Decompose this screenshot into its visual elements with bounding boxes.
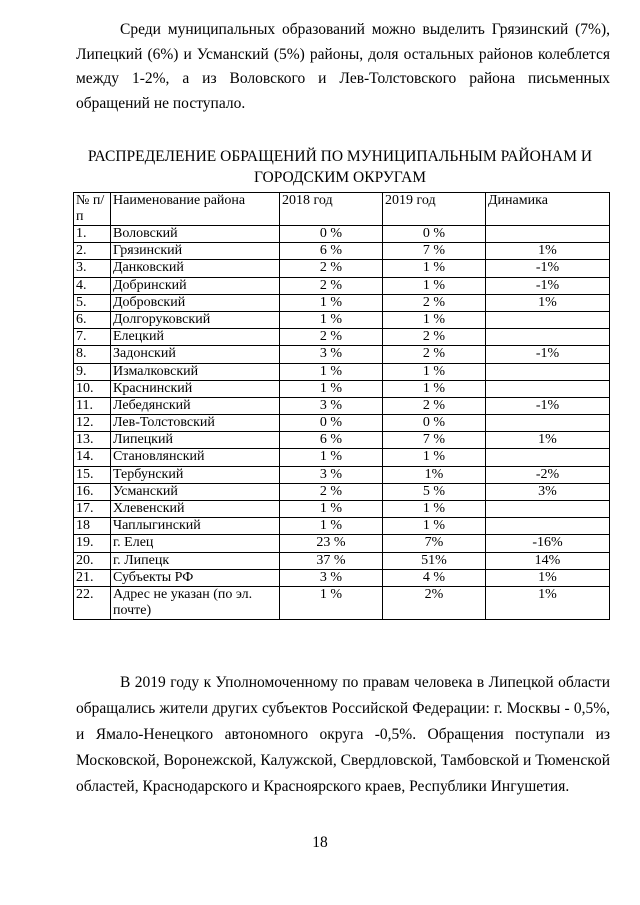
row-2019-value: 2 % <box>383 397 486 414</box>
row-num: 6. <box>74 311 111 328</box>
row-2018-value: 3 % <box>280 397 383 414</box>
header-num: № п/п <box>74 193 111 226</box>
row-dynamics-value: 14% <box>486 552 610 569</box>
table-row <box>74 535 610 552</box>
table-row <box>74 518 610 535</box>
row-2018-value: 1 % <box>280 501 383 518</box>
table-row <box>74 380 610 397</box>
table-row <box>74 311 610 328</box>
row-district-name: Добровский <box>111 294 280 311</box>
row-2018-value: 3 % <box>280 569 383 586</box>
table-row <box>74 569 610 586</box>
row-2018-value: 23 % <box>280 535 383 552</box>
closing-paragraph-text: В 2019 году к Уполномоченному по правам человека в Липецкой области обращались жители других субъектов Российской Федерации: г. Москвы - 0,5%, и Ямало-Ненецкого автономного округа -0,5%. Обращения поступали из Московской, Воронежской, Калужской, Свердловской, Тамбовской и Тюменской областей, Краснодарского и Красноярского краев, Республики Ингушетия. <box>76 674 610 795</box>
row-num: 14. <box>74 449 111 466</box>
row-district-name: Лев-Толстовский <box>111 415 280 432</box>
row-dynamics-value: -2% <box>486 466 610 483</box>
table-row <box>74 346 610 363</box>
row-2019-value: 1 % <box>383 260 486 277</box>
table-row <box>74 466 610 483</box>
table-row <box>74 329 610 346</box>
row-2019-value: 2 % <box>383 346 486 363</box>
row-2019-value: 0 % <box>383 226 486 243</box>
row-num: 19. <box>74 535 111 552</box>
row-2018-value: 6 % <box>280 432 383 449</box>
row-dynamics-value: -1% <box>486 277 610 294</box>
row-2018-value: 2 % <box>280 260 383 277</box>
row-num: 9. <box>74 363 111 380</box>
row-dynamics-value: -16% <box>486 535 610 552</box>
row-num: 15. <box>74 466 111 483</box>
row-district-name: г. Липецк <box>111 552 280 569</box>
row-2019-value: 1 % <box>383 363 486 380</box>
row-2018-value: 1 % <box>280 363 383 380</box>
table-row <box>74 243 610 260</box>
row-2019-value: 4 % <box>383 569 486 586</box>
row-district-name: Задонский <box>111 346 280 363</box>
row-num: 17. <box>74 501 111 518</box>
row-2019-value: 2 % <box>383 294 486 311</box>
row-num: 20. <box>74 552 111 569</box>
row-dynamics-value: 1% <box>486 432 610 449</box>
table-title: РАСПРЕДЕЛЕНИЕ ОБРАЩЕНИЙ ПО МУНИЦИПАЛЬНЫМ РАЙОНАМ И ГОРОДСКИМ ОКРУГАМ <box>87 148 593 186</box>
row-dynamics-value <box>486 501 610 518</box>
row-dynamics-value <box>486 329 610 346</box>
row-dynamics-value: 3% <box>486 483 610 500</box>
table-row <box>74 415 610 432</box>
row-2019-value: 1 % <box>383 277 486 294</box>
row-dynamics-value: -1% <box>486 397 610 414</box>
row-district-name: Адрес не указан (по эл. почте) <box>111 586 280 619</box>
row-dynamics-value <box>486 415 610 432</box>
table-row <box>74 294 610 311</box>
table-row <box>74 586 610 619</box>
row-2019-value: 5 % <box>383 483 486 500</box>
row-2018-value: 0 % <box>280 415 383 432</box>
table-header-row <box>74 193 610 226</box>
row-2019-value: 7 % <box>383 243 486 260</box>
header-dynamics: Динамика <box>486 193 610 226</box>
row-num: 7. <box>74 329 111 346</box>
row-num: 8. <box>74 346 111 363</box>
row-num: 16. <box>74 483 111 500</box>
row-district-name: Измалковский <box>111 363 280 380</box>
page-number: 18 <box>312 834 328 851</box>
table-body <box>74 226 610 620</box>
row-2019-value: 7% <box>383 535 486 552</box>
row-num: 4. <box>74 277 111 294</box>
districts-table <box>73 192 610 620</box>
row-district-name: Становлянский <box>111 449 280 466</box>
row-2018-value: 3 % <box>280 466 383 483</box>
row-dynamics-value <box>486 226 610 243</box>
row-2019-value: 1% <box>383 466 486 483</box>
row-2018-value: 1 % <box>280 294 383 311</box>
row-district-name: Воловский <box>111 226 280 243</box>
row-dynamics-value: -1% <box>486 346 610 363</box>
row-2018-value: 1 % <box>280 586 383 619</box>
row-num: 1. <box>74 226 111 243</box>
row-district-name: Усманский <box>111 483 280 500</box>
row-dynamics-value: -1% <box>486 260 610 277</box>
row-2019-value: 1 % <box>383 311 486 328</box>
header-name: Наименование района <box>111 193 280 226</box>
table-row <box>74 397 610 414</box>
row-2018-value: 1 % <box>280 380 383 397</box>
row-2018-value: 1 % <box>280 311 383 328</box>
row-2019-value: 1 % <box>383 380 486 397</box>
row-num: 10. <box>74 380 111 397</box>
row-dynamics-value <box>486 363 610 380</box>
row-dynamics-value <box>486 518 610 535</box>
table-row <box>74 449 610 466</box>
row-district-name: Субъекты РФ <box>111 569 280 586</box>
row-dynamics-value: 1% <box>486 569 610 586</box>
closing-paragraph <box>76 670 610 800</box>
intro-paragraph-text: Среди муниципальных образований можно выделить Грязинский (7%), Липецкий (6%) и Усманский (5%) районы, доля остальных районов колеблется между 1-2%, а из Воловского и Лев-Толстовского района письменных обращений не поступало. <box>76 21 610 112</box>
table-row <box>74 277 610 294</box>
row-district-name: Липецкий <box>111 432 280 449</box>
row-2019-value: 1 % <box>383 501 486 518</box>
row-dynamics-value <box>486 311 610 328</box>
row-district-name: Лебедянский <box>111 397 280 414</box>
row-num: 22. <box>74 586 111 619</box>
row-district-name: Хлевенский <box>111 501 280 518</box>
row-2018-value: 2 % <box>280 483 383 500</box>
row-district-name: Грязинский <box>111 243 280 260</box>
row-2019-value: 2% <box>383 586 486 619</box>
row-district-name: Чаплыгинский <box>111 518 280 535</box>
row-district-name: Данковский <box>111 260 280 277</box>
row-district-name: Тербунский <box>111 466 280 483</box>
row-district-name: Краснинский <box>111 380 280 397</box>
row-2019-value: 0 % <box>383 415 486 432</box>
row-num: 12. <box>74 415 111 432</box>
row-num: 21. <box>74 569 111 586</box>
row-district-name: г. Елец <box>111 535 280 552</box>
row-dynamics-value <box>486 449 610 466</box>
row-2018-value: 0 % <box>280 226 383 243</box>
row-num: 13. <box>74 432 111 449</box>
row-num: 18 <box>74 518 111 535</box>
header-2019: 2019 год <box>383 193 486 226</box>
row-2018-value: 6 % <box>280 243 383 260</box>
row-district-name: Добринский <box>111 277 280 294</box>
row-2019-value: 1 % <box>383 449 486 466</box>
row-2018-value: 3 % <box>280 346 383 363</box>
table-row <box>74 483 610 500</box>
row-num: 2. <box>74 243 111 260</box>
row-2018-value: 2 % <box>280 329 383 346</box>
row-dynamics-value: 1% <box>486 586 610 619</box>
table-row <box>74 260 610 277</box>
header-2018: 2018 год <box>280 193 383 226</box>
row-district-name: Долгоруковский <box>111 311 280 328</box>
table-row <box>74 501 610 518</box>
table-row <box>74 432 610 449</box>
row-num: 11. <box>74 397 111 414</box>
row-dynamics-value: 1% <box>486 243 610 260</box>
row-2019-value: 2 % <box>383 329 486 346</box>
row-2018-value: 2 % <box>280 277 383 294</box>
row-2019-value: 7 % <box>383 432 486 449</box>
row-2019-value: 1 % <box>383 518 486 535</box>
row-2019-value: 51% <box>383 552 486 569</box>
intro-paragraph <box>76 18 610 116</box>
row-2018-value: 1 % <box>280 518 383 535</box>
row-dynamics-value: 1% <box>486 294 610 311</box>
table-row <box>74 552 610 569</box>
table-row <box>74 363 610 380</box>
row-district-name: Елецкий <box>111 329 280 346</box>
row-num: 5. <box>74 294 111 311</box>
row-num: 3. <box>74 260 111 277</box>
table-row <box>74 226 610 243</box>
row-2018-value: 1 % <box>280 449 383 466</box>
row-2018-value: 37 % <box>280 552 383 569</box>
row-dynamics-value <box>486 380 610 397</box>
